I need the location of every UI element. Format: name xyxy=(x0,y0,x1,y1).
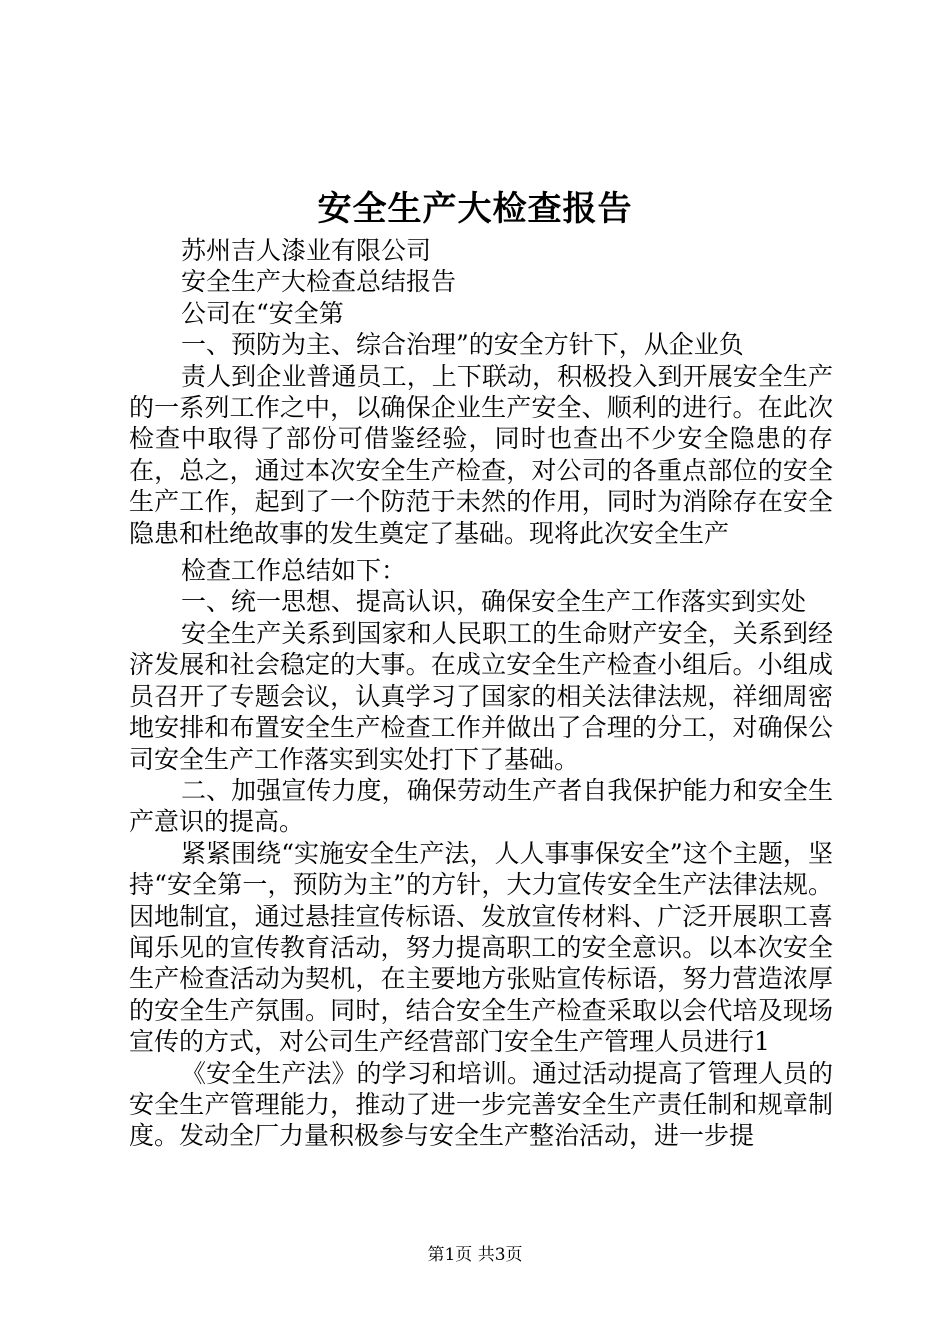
paragraph-report-name: 安全生产大检查总结报告 xyxy=(181,267,457,297)
paragraph-intro-3: 责人到企业普通员工，上下联动，积极投入到开展安全生产的一系列工作之中，以确保企业生产安全、顺利的进行。在此次检查中取得了部份可借鉴经验，同时也查出不少安全隐患的存在，总之，通过本次安全生产检查，对公司的各重点部位的安全生产工作，起到了一个防范于未然的作用，同时为消除存在安全隐患和杜绝故事的发生奠定了基础。现将此次安全生产 xyxy=(129,361,833,548)
paragraph-company-name: 苏州吉人漆业有限公司 xyxy=(181,236,432,265)
page-number-footer: 第1页 共3页 xyxy=(427,1245,523,1265)
paragraph-section-2-body: 紧紧围绕“实施安全生产法，人人事事保安全”这个主题，坚持“安全第一，预防为主”的方针，大力宣传安全生产法律法规。因地制宜，通过悬挂宣传标语、发放宣传材料、广泛开展职工喜闻乐见的宣传教育活动，努力提高职工的安全意识。以本次安全生产检查活动为契机，在主要地方张贴宣传标语，努力营造浓厚的安全生产氛围。同时，结合安全生产检查采取以会代培及现场宣传的方式，对公司生产经营部门安全生产管理人员进行1 xyxy=(129,838,833,1057)
document-body xyxy=(129,235,833,1152)
paragraph-intro-2: 一、预防为主、综合治理”的安全方针下，从企业负 xyxy=(181,330,744,360)
paragraph-summary-heading: 检查工作总结如下： xyxy=(181,556,407,586)
paragraph-section-1-heading: 一、统一思想、提高认识，确保安全生产工作落实到实处 xyxy=(181,587,807,617)
paragraph-section-1-body: 安全生产关系到国家和人民职工的生命财产安全，关系到经济发展和社会稳定的大事。在成立安全生产检查小组后。小组成员召开了专题会议，认真学习了国家的相关法律法规，祥细周密地安排和布置安全生产检查工作并做出了合理的分工，对确保公司安全生产工作落实到实处打下了基础。 xyxy=(129,618,833,774)
paragraph-intro-1: 公司在“安全第 xyxy=(181,298,344,328)
paragraph-section-2-heading: 二、加强宣传力度，确保劳动生产者自我保护能力和安全生产意识的提高。 xyxy=(129,775,833,837)
paragraph-section-2-continued: 《安全生产法》的学习和培训。通过活动提高了管理人员的安全生产管理能力，推动了进一步完善安全生产责任制和规章制度。发动全厂力量积极参与安全生产整治活动，进一步提 xyxy=(129,1058,833,1151)
document-title: 安全生产大检查报告 xyxy=(317,189,633,229)
